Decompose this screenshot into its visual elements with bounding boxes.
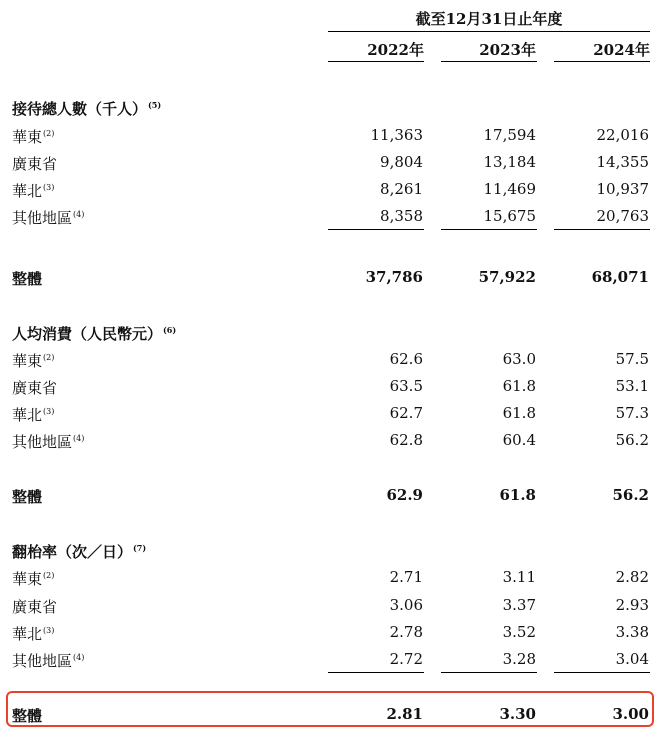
cell: 3.52	[502, 623, 536, 641]
total-cell: 56.2	[612, 486, 649, 504]
year-header-2024: 2024年	[593, 41, 650, 59]
cell: 14,355	[596, 153, 649, 171]
row-label-east: 華東$^{(2)}$	[12, 352, 55, 370]
year-header-2023: 2023年	[479, 41, 536, 59]
cell: 22,016	[596, 126, 649, 144]
row-label-guangdong: 廣東省	[12, 598, 58, 616]
cell: 13,184	[483, 153, 536, 171]
subtotal-underline	[328, 229, 424, 230]
year-header-2022: 2022年	[367, 41, 424, 59]
cell: 8,261	[380, 180, 423, 198]
row-label-other: 其他地區$^{(4)}$	[12, 652, 85, 670]
year-underline-2023	[441, 61, 537, 62]
cell: 3.38	[615, 623, 649, 641]
cell: 62.7	[389, 404, 423, 422]
cell: 17,594	[483, 126, 536, 144]
cell: 3.37	[502, 596, 536, 614]
cell: 63.0	[502, 350, 536, 368]
cell: 10,937	[596, 180, 649, 198]
period-header: 截至12月31日止年度	[415, 10, 563, 28]
cell: 3.04	[615, 650, 649, 668]
cell: 57.3	[615, 404, 649, 422]
total-cell: 37,786	[365, 268, 423, 286]
row-label-east: 華東$^{(2)}$	[12, 128, 55, 146]
row-label-other: 其他地區$^{(4)}$	[12, 433, 85, 451]
total-label-spending: 整體	[12, 488, 43, 506]
year-underline-2024	[554, 61, 650, 62]
total-cell: 2.81	[386, 705, 423, 723]
row-label-north: 華北$^{(3)}$	[12, 406, 55, 424]
cell: 60.4	[502, 431, 536, 449]
cell: 56.2	[615, 431, 649, 449]
row-label-guangdong: 廣東省	[12, 155, 58, 173]
row-label-east: 華東$^{(2)}$	[12, 570, 55, 588]
cell: 62.6	[389, 350, 423, 368]
subtotal-underline	[328, 672, 424, 673]
total-cell: 3.30	[499, 705, 536, 723]
total-label-turnover: 整體	[12, 707, 43, 725]
cell: 15,675	[483, 207, 536, 225]
cell: 3.28	[502, 650, 536, 668]
cell: 2.93	[615, 596, 649, 614]
row-label-north: 華北$^{(3)}$	[12, 625, 55, 643]
cell: 53.1	[615, 377, 649, 395]
total-cell: 68,071	[591, 268, 649, 286]
cell: 8,358	[380, 207, 423, 225]
total-cell: 57,922	[478, 268, 536, 286]
subtotal-underline	[554, 672, 650, 673]
total-cell: 3.00	[612, 705, 649, 723]
cell: 3.11	[502, 568, 536, 586]
cell: 2.72	[389, 650, 423, 668]
row-label-north: 華北$^{(3)}$	[12, 182, 55, 200]
subtotal-underline	[441, 672, 537, 673]
section-heading-turnover: 翻枱率（次／日）$^{(7)}$	[12, 543, 147, 561]
cell: 62.8	[389, 431, 423, 449]
cell: 2.82	[615, 568, 649, 586]
year-underline-2022	[328, 61, 424, 62]
cell: 2.78	[389, 623, 423, 641]
section-heading-spending: 人均消費（人民幣元）$^{(6)}$	[12, 325, 177, 343]
cell: 63.5	[389, 377, 423, 395]
cell: 2.71	[389, 568, 423, 586]
cell: 57.5	[615, 350, 649, 368]
cell: 9,804	[380, 153, 423, 171]
total-cell: 62.9	[386, 486, 423, 504]
cell: 61.8	[502, 377, 536, 395]
subtotal-underline	[441, 229, 537, 230]
subtotal-underline	[554, 229, 650, 230]
cell: 3.06	[389, 596, 423, 614]
total-label-guests: 整體	[12, 270, 43, 288]
cell: 61.8	[502, 404, 536, 422]
total-cell: 61.8	[499, 486, 536, 504]
row-label-guangdong: 廣東省	[12, 379, 58, 397]
period-divider	[328, 31, 650, 32]
row-label-other: 其他地區$^{(4)}$	[12, 209, 85, 227]
cell: 11,363	[370, 126, 423, 144]
cell: 20,763	[596, 207, 649, 225]
section-heading-guests: 接待總人數（千人）$^{(5)}$	[12, 100, 162, 118]
cell: 11,469	[483, 180, 536, 198]
